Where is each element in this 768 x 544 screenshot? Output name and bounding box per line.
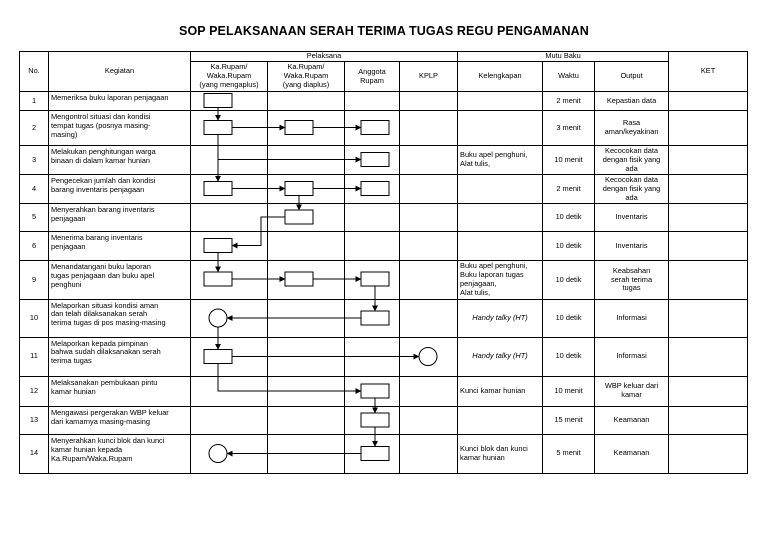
text-line: Rupam: [360, 75, 384, 85]
waktu-cell: 10 menit: [543, 376, 595, 406]
waktu-cell: 10 detik: [543, 299, 595, 337]
text-line: Mengontrol situasi dan kondisi: [51, 112, 151, 122]
ket-cell: [669, 232, 748, 261]
text-line: ada: [625, 163, 638, 173]
ket-cell: [669, 146, 748, 175]
header-ket: KET: [669, 52, 748, 92]
ket-cell: [669, 376, 748, 406]
ket-cell: [669, 111, 748, 146]
text-line: terima tugas: [51, 356, 92, 366]
table-row: [20, 204, 748, 232]
lane-cell: [345, 175, 400, 204]
table-row: [20, 175, 748, 204]
text-line: Inventaris: [615, 212, 648, 222]
lane-cell: [191, 232, 268, 261]
row-number: 11: [20, 337, 49, 376]
lane-cell: [400, 434, 458, 473]
output-cell: [595, 376, 669, 406]
lane-cell: [400, 406, 458, 434]
kelengkapan-cell: [458, 299, 543, 337]
lane-cell: [268, 299, 345, 337]
lane-cell: [268, 261, 345, 299]
row-number: 12: [20, 376, 49, 406]
text-line: (yang diaplus): [282, 79, 330, 89]
text-line: Inventaris: [615, 240, 648, 250]
text-line: Melaporkan kepada pimpinan: [51, 338, 148, 348]
kelengkapan-cell: [458, 406, 543, 434]
text-line: Memeriksa buku laporan penjagaan: [51, 93, 169, 103]
text-line: Waka.Rupam: [283, 71, 329, 81]
output-cell: [595, 92, 669, 111]
lane-cell: [345, 337, 400, 376]
row-number: 13: [20, 406, 49, 434]
text-line: Melaksanakan pembukaan pintu: [51, 377, 158, 387]
table-row: [20, 92, 748, 111]
text-line: Buku apel penghuni,: [460, 150, 528, 160]
output-cell: [595, 406, 669, 434]
ket-cell: [669, 434, 748, 473]
output-cell: [595, 261, 669, 299]
output-cell: [595, 111, 669, 146]
text-line: terima tugas di pos masing-masing: [51, 318, 166, 328]
header-waktu: Waktu: [543, 62, 595, 92]
text-line: penjagaan: [51, 242, 86, 252]
text-line: Informasi: [616, 351, 647, 361]
row-number: 9: [20, 261, 49, 299]
kegiatan-cell: [49, 175, 191, 204]
text-line: tugas penjagaan dan buku apel: [51, 271, 155, 281]
header-kelengkapan: Kelengkapan: [458, 62, 543, 92]
waktu-cell: 10 detik: [543, 204, 595, 232]
waktu-cell: 10 detik: [543, 261, 595, 299]
lane-cell: [191, 92, 268, 111]
row-number: 3: [20, 146, 49, 175]
waktu-cell: 10 menit: [543, 146, 595, 175]
kelengkapan-cell: [458, 337, 543, 376]
kegiatan-cell: [49, 406, 191, 434]
text-line: WBP keluar dari: [604, 381, 659, 391]
text-line: Melakukan penghitungan warga: [51, 147, 156, 157]
row-number: 14: [20, 434, 49, 473]
text-line: (yang mengaplus): [199, 79, 259, 89]
text-line: Pengecekan jumlah dan kondisi: [51, 176, 156, 186]
waktu-cell: 10 detik: [543, 232, 595, 261]
waktu-cell: 15 menit: [543, 406, 595, 434]
text-line: penghuni: [51, 280, 82, 290]
lane-cell: [191, 111, 268, 146]
text-line: kamar hunian: [460, 452, 505, 462]
lane-cell: [345, 111, 400, 146]
row-number: 5: [20, 204, 49, 232]
lane-cell: [345, 406, 400, 434]
text-line: Buku laporan tugas: [460, 270, 524, 280]
lane-cell: [400, 92, 458, 111]
lane-cell: [191, 406, 268, 434]
text-line: tugas: [622, 283, 641, 293]
text-line: Rasa: [622, 118, 641, 128]
text-line: Melaporkan situasi kondisi aman: [51, 300, 159, 310]
row-number: 1: [20, 92, 49, 111]
ket-cell: [669, 337, 748, 376]
output-cell: [595, 337, 669, 376]
kegiatan-cell: [49, 434, 191, 473]
lane-cell: [191, 376, 268, 406]
lane-cell: [345, 261, 400, 299]
text-line: masing): [51, 129, 78, 139]
text-line: serah terima: [610, 274, 653, 284]
lane-cell: [191, 299, 268, 337]
output-cell: [595, 232, 669, 261]
lane-cell: [400, 175, 458, 204]
waktu-cell: 5 menit: [543, 434, 595, 473]
page-title: SOP PELAKSANAAN SERAH TERIMA TUGAS REGU PENGAMANAN: [179, 24, 589, 38]
kelengkapan-cell: [458, 434, 543, 473]
text-line: Ka.Rupam/: [287, 62, 325, 72]
text-line: dengan fisik yang: [602, 154, 661, 164]
text-line: binaan di dalam kamar hunian: [51, 156, 151, 166]
lane-cell: [400, 337, 458, 376]
lane-cell: [268, 232, 345, 261]
text-line: Ka.Rupam/: [210, 62, 248, 72]
row-number: 4: [20, 175, 49, 204]
ket-cell: [669, 299, 748, 337]
lane-cell: [268, 337, 345, 376]
lane-cell: [268, 204, 345, 232]
header-pelaksana-col: [345, 62, 400, 92]
lane-cell: [268, 376, 345, 406]
text-line: Handy talky (HT): [472, 351, 528, 361]
kegiatan-cell: [49, 146, 191, 175]
text-line: Alat tulis,: [460, 159, 491, 169]
waktu-cell: 10 detik: [543, 337, 595, 376]
kegiatan-cell: [49, 376, 191, 406]
ket-cell: [669, 261, 748, 299]
row-number: 2: [20, 111, 49, 146]
output-cell: [595, 434, 669, 473]
lane-cell: [268, 111, 345, 146]
text-line: Kunci kamar hunian: [460, 385, 526, 395]
waktu-cell: 3 menit: [543, 111, 595, 146]
lane-cell: [268, 434, 345, 473]
kegiatan-cell: [49, 111, 191, 146]
header-mutu-baku: Mutu Baku: [458, 52, 669, 62]
output-cell: [595, 204, 669, 232]
table-row: [20, 261, 748, 299]
kegiatan-cell: [49, 337, 191, 376]
ket-cell: [669, 92, 748, 111]
row-number: 10: [20, 299, 49, 337]
kelengkapan-cell: [458, 92, 543, 111]
kelengkapan-cell: [458, 204, 543, 232]
lane-cell: [345, 434, 400, 473]
lane-cell: [400, 376, 458, 406]
text-line: Alat tulis,: [460, 287, 491, 297]
text-line: Kunci blok dan kunci: [460, 444, 528, 454]
lane-cell: [400, 232, 458, 261]
kelengkapan-cell: [458, 175, 543, 204]
text-line: Keamanan: [613, 448, 650, 458]
text-line: Menyerahkan barang inventaris: [51, 205, 155, 215]
text-line: Waka.Rupam: [206, 71, 252, 81]
text-line: aman/keyakinan: [604, 127, 659, 137]
text-line: penjagaan: [51, 214, 86, 224]
text-line: dengan fisik yang: [602, 183, 661, 193]
text-line: Kecocokan data: [605, 174, 659, 184]
row-number: 6: [20, 232, 49, 261]
kelengkapan-cell: [458, 261, 543, 299]
table-row: [20, 146, 748, 175]
lane-cell: [400, 111, 458, 146]
text-line: kamar: [621, 390, 642, 400]
ket-cell: [669, 406, 748, 434]
lane-cell: [400, 146, 458, 175]
output-cell: [595, 146, 669, 175]
lane-cell: [268, 92, 345, 111]
kegiatan-cell: [49, 92, 191, 111]
table-row: [20, 434, 748, 473]
text-line: KPLP: [419, 71, 438, 81]
lane-cell: [191, 434, 268, 473]
text-line: Menyerahkan kunci blok dan kunci: [51, 435, 165, 445]
text-line: Handy talky (HT): [472, 312, 528, 322]
kegiatan-cell: [49, 232, 191, 261]
text-line: kamar hunian: [51, 386, 96, 396]
table-row: [20, 111, 748, 146]
text-line: Mengawasi pergerakan WBP keluar: [51, 407, 169, 417]
output-cell: [595, 175, 669, 204]
sop-table: [19, 51, 748, 474]
lane-cell: [268, 406, 345, 434]
kegiatan-cell: [49, 299, 191, 337]
text-line: Keamanan: [613, 414, 650, 424]
text-line: penjagaan,: [460, 278, 497, 288]
table-row: [20, 232, 748, 261]
lane-cell: [345, 232, 400, 261]
header-no: No.: [20, 52, 49, 92]
text-line: Kepastian data: [606, 95, 657, 105]
text-line: Informasi: [616, 312, 647, 322]
header-output: Output: [595, 62, 669, 92]
lane-cell: [400, 204, 458, 232]
kegiatan-cell: [49, 204, 191, 232]
text-line: Anggota: [358, 66, 386, 76]
lane-cell: [268, 146, 345, 175]
lane-cell: [400, 299, 458, 337]
text-line: ada: [625, 192, 638, 202]
kelengkapan-cell: [458, 376, 543, 406]
text-line: Menandatangani buku laporan: [51, 262, 151, 272]
waktu-cell: 2 menit: [543, 92, 595, 111]
text-line: Menerima barang inventaris: [51, 233, 143, 243]
text-line: Ka.Rupam/Waka.Rupam: [51, 453, 133, 463]
text-line: tempat tugas (posnya masing-: [51, 120, 151, 130]
table-row: [20, 337, 748, 376]
text-line: Buku apel penghuni,: [460, 261, 528, 271]
lane-cell: [345, 376, 400, 406]
table-row: [20, 406, 748, 434]
header-kegiatan: Kegiatan: [49, 52, 191, 92]
header-pelaksana-col: [400, 62, 458, 92]
ket-cell: [669, 175, 748, 204]
lane-cell: [191, 337, 268, 376]
lane-cell: [191, 175, 268, 204]
text-line: Keabsahan: [612, 265, 651, 275]
kelengkapan-cell: [458, 111, 543, 146]
lane-cell: [191, 261, 268, 299]
lane-cell: [345, 299, 400, 337]
lane-cell: [191, 204, 268, 232]
lane-cell: [191, 146, 268, 175]
text-line: barang inventaris penjagaan: [51, 185, 145, 195]
text-line: dari kamarnya masing-masing: [51, 416, 150, 426]
table-row: [20, 299, 748, 337]
table-row: [20, 376, 748, 406]
kegiatan-cell: [49, 261, 191, 299]
header-pelaksana: Pelaksana: [191, 52, 458, 62]
lane-cell: [345, 92, 400, 111]
text-line: bahwa sudah dilaksanakan serah: [51, 347, 161, 357]
lane-cell: [345, 204, 400, 232]
text-line: dan telah dilaksanakan serah: [51, 309, 148, 319]
header-pelaksana-col: [268, 62, 345, 92]
lane-cell: [400, 261, 458, 299]
ket-cell: [669, 204, 748, 232]
lane-cell: [345, 146, 400, 175]
header-pelaksana-col: [191, 62, 268, 92]
text-line: kamar hunian kepada: [51, 444, 123, 454]
kelengkapan-cell: [458, 146, 543, 175]
waktu-cell: 2 menit: [543, 175, 595, 204]
kelengkapan-cell: [458, 232, 543, 261]
lane-cell: [268, 175, 345, 204]
text-line: Kecocokan data: [605, 145, 659, 155]
output-cell: [595, 299, 669, 337]
